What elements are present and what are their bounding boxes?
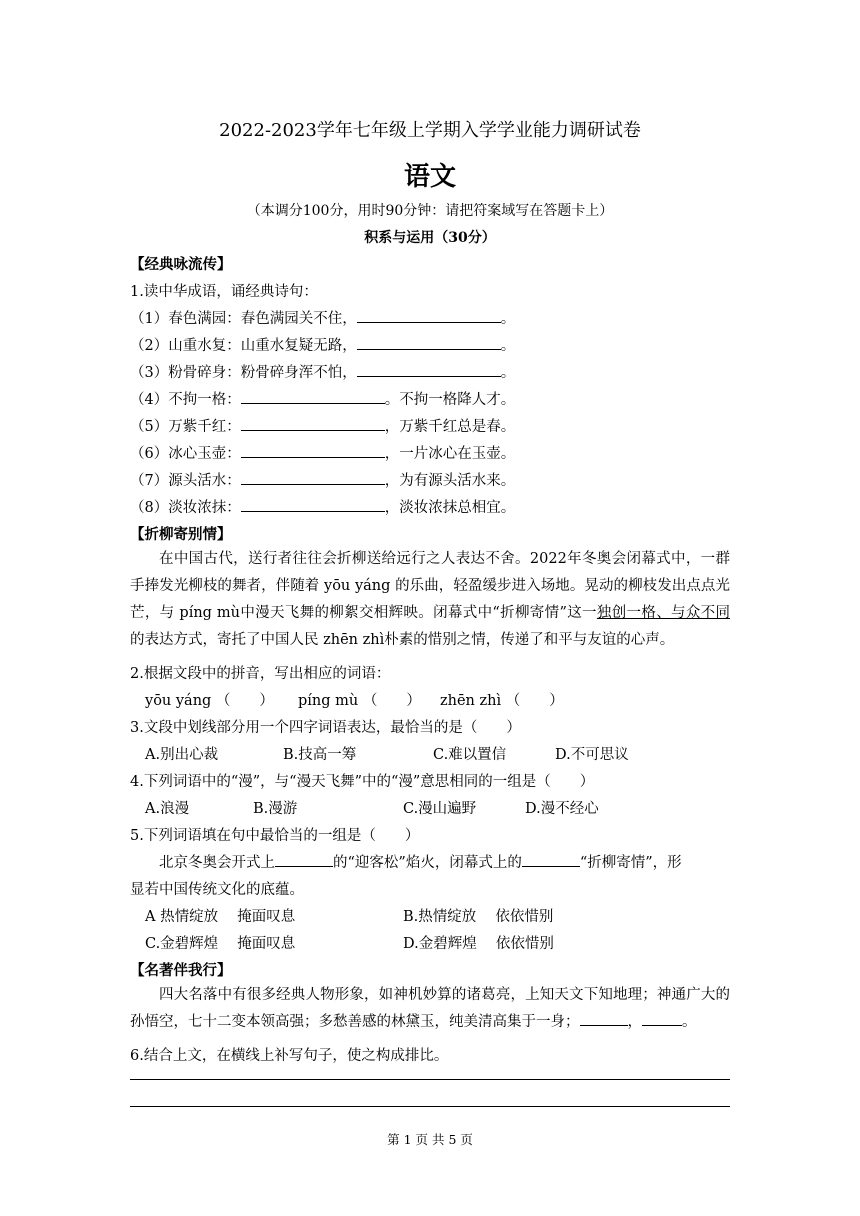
poem-item-1 [130, 307, 515, 328]
classics-passage [130, 982, 730, 1036]
underlined-phrase: 独创一格、与众不同 [596, 605, 731, 621]
q5-sentence [159, 851, 682, 872]
answer-blank[interactable] [580, 1012, 628, 1026]
passage-text: 四大名落中有很多经典人物形象，如神机妙算的诸葛亮，上知天文下知地理；神通广大的孙悟空，七十二变本领高强；多愁善感的林黛玉，纯美清高集于一身； [130, 987, 730, 1030]
question-6: 6.结合上文，在横线上补写句子，使之构成排比。 [130, 1048, 449, 1064]
section-heading-classics: 【经典咏流传】 [130, 256, 232, 273]
answer-blank[interactable] [357, 336, 501, 350]
q3-option-d[interactable]: D.不可思议 [555, 747, 629, 763]
question-5: 5.下列词语填在句中最恰当的一组是（ ） [130, 828, 420, 844]
question-4: 4.下列词语中的“漫”，与“漫天飞舞”中的“漫”意思相同的一组是（ ） [130, 774, 595, 790]
q3-option-b[interactable]: B.技高一筹 [283, 747, 357, 763]
poem-item-text: （8）淡妆浓抹： [130, 500, 241, 516]
question-3: 3.文段中划线部分用一个四字词语表达，最恰当的是（ ） [130, 720, 521, 736]
passage-text: 在中国古代，送行者往往会折柳送给远行之人表达不舍。2022年冬奥会闭幕式中，一群手捧发光柳枝的舞者，伴随着 yōu yáng 的乐曲，轻盈缓步进入场地。晃动的柳枝发出点点光芒，与 píng mù中漫天飞舞的柳絮交相辉映。闭幕式中“折柳寄情”这一 [130, 551, 730, 621]
poem-item-end: ，万紫千红总是春。 [384, 419, 516, 435]
poem-item-end: 。不拘一格降人才。 [384, 392, 516, 408]
q4-option-b[interactable]: B.漫游 [253, 801, 298, 817]
poem-item-5 [130, 415, 515, 436]
answer-blank[interactable] [241, 444, 385, 458]
passage-end: 。 [682, 1014, 697, 1030]
poem-item-end: ，一片冰心在玉壶。 [384, 446, 516, 462]
pinyin-blank-2[interactable]: píng mù （ ） [298, 693, 421, 709]
passage-text-end: 的表达方式，寄托了中国人民 zhēn zhì朴素的惜别之情，传递了和平与友谊的心声。 [130, 632, 675, 648]
pinyin-blank-3[interactable]: zhēn zhì （ ） [440, 693, 564, 709]
answer-blank[interactable] [275, 853, 333, 867]
poem-item-8 [130, 496, 515, 517]
answer-blank[interactable] [241, 417, 385, 431]
q3-option-a[interactable]: A.别出心裁 [145, 747, 219, 763]
section-heading-classics-reading: 【名著伴我行】 [130, 962, 232, 979]
passage-comma: ， [627, 1014, 642, 1030]
exam-note: （本调分100分，用时90分钟：请把符案域写在答题卡上） [246, 203, 614, 219]
poem-item-text: （4）不拘一格： [130, 392, 241, 408]
poem-item-2 [130, 334, 515, 355]
poem-item-text: （7）源头活水： [130, 473, 241, 489]
q3-option-c[interactable]: C.难以置信 [433, 747, 507, 763]
question-1: 1.读中华成语，诵经典诗句： [130, 284, 318, 300]
subject-title: 语文 [403, 162, 456, 192]
answer-line-1[interactable] [130, 1079, 730, 1080]
page-footer: 第 1 页 共 5 页 [387, 1132, 473, 1147]
answer-blank[interactable] [357, 363, 501, 377]
poem-item-7 [130, 469, 515, 490]
poem-item-text: （5）万紫千红： [130, 419, 241, 435]
willow-passage [130, 546, 730, 654]
q5-option-c[interactable]: C.金碧辉煌 掩面叹息 [145, 936, 296, 952]
poem-item-4 [130, 388, 515, 409]
pinyin-blank-1[interactable]: yōu yáng （ ） [145, 693, 274, 709]
poem-item-text: （1）春色满园：春色满园关不住， [130, 311, 357, 327]
question-2: 2.根据文段中的拼音，写出相应的词语： [130, 666, 391, 682]
q5-option-b[interactable]: B.热情绽放 依依惜别 [403, 909, 554, 925]
q4-option-c[interactable]: C.漫山遍野 [403, 801, 477, 817]
q4-option-d[interactable]: D.漫不经心 [525, 801, 599, 817]
q5-text-a: 北京冬奥会开式上 [159, 855, 275, 871]
poem-item-end: ，为有源头活水来。 [384, 473, 516, 489]
answer-blank[interactable] [241, 390, 385, 404]
q5-option-d[interactable]: D.金碧辉煌 依依惜别 [403, 936, 554, 952]
poem-item-text: （2）山重水复：山重水复疑无路， [130, 338, 357, 354]
poem-item-text: （3）粉骨碎身：粉骨碎身浑不怕， [130, 365, 357, 381]
q5-text-c: “折柳寄情”，形 [579, 855, 682, 871]
q5-text-b: 的“迎客松”焰火，闭幕式上的 [333, 855, 522, 871]
answer-line-2[interactable] [130, 1106, 730, 1107]
poem-item-end: 。 [500, 365, 516, 381]
poem-item-3 [130, 361, 515, 382]
q4-option-a[interactable]: A.浪漫 [145, 801, 190, 817]
answer-blank[interactable] [241, 498, 385, 512]
q5-option-a[interactable]: A 热情绽放 掩面叹息 [145, 909, 296, 925]
answer-blank[interactable] [357, 309, 501, 323]
poem-item-end: 。 [500, 311, 516, 327]
part-title: 积系与运用（30分） [364, 230, 496, 246]
poem-item-6 [130, 442, 515, 463]
q5-sentence-cont: 显若中国传统文化的底蕴。 [130, 882, 304, 898]
poem-item-end: 。 [500, 338, 516, 354]
answer-blank[interactable] [642, 1012, 682, 1026]
exam-title: 2022-2023学年七年级上学期入学学业能力调研试卷 [219, 120, 641, 141]
answer-blank[interactable] [522, 853, 580, 867]
poem-item-end: ，淡妆浓抹总相宜。 [384, 500, 516, 516]
answer-blank[interactable] [241, 471, 385, 485]
section-heading-willow: 【折柳寄别情】 [130, 526, 232, 543]
poem-item-text: （6）冰心玉壶： [130, 446, 241, 462]
